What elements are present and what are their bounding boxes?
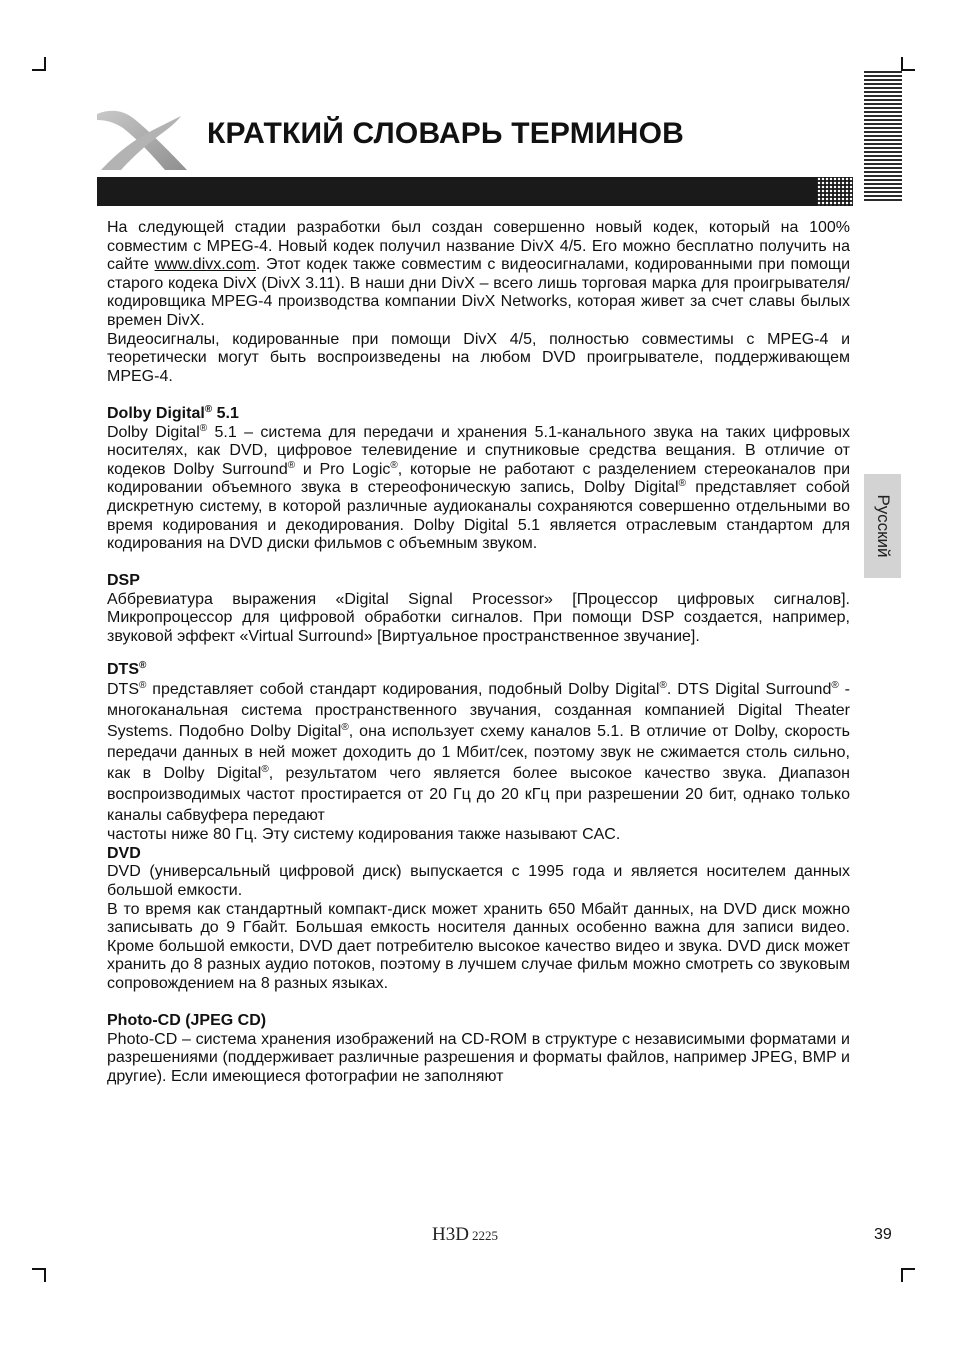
page-number: 39	[874, 1226, 892, 1243]
term-heading-dvd: DVD	[107, 844, 141, 862]
page-title: КРАТКИЙ СЛОВАРЬ ТЕРМИНОВ	[207, 117, 684, 150]
header-band-dot-pattern	[817, 177, 853, 206]
term-description-dts: частоты ниже 80 Гц. Эту систему кодирования также называют CAC.	[107, 826, 621, 844]
brand-x-logo	[95, 108, 195, 174]
footer-model-logo: H3D 2225	[432, 1224, 498, 1245]
divx-link[interactable]: www.divx.com	[154, 256, 256, 274]
crop-mark-top-right	[901, 69, 915, 71]
term-description-dvd: В то время как стандартный компакт-диск может хранить 650 Мбайт данных, на DVD диск можно записывать до 9 Гбайт. Большая емкость носителя данных особенно важна для записи видео. Кроме большой емкости, DVD дает потребителю высокое качество видео и звука. DVD диск может хранить до 8 разных аудио потоков, поэтому в лучшем случае фильм можно смотреть со звуковым сопровождением на 8 разных языках.	[107, 900, 850, 992]
term-description-photocd: Photo-CD – система хранения изображений на CD-ROM в структуре с независимыми форматами и разрешениями (поддерживает различные разрешения и форматы файлов, например JPEG, BMP и другие). Если имеющиеся фотографии не заполняют	[107, 1030, 850, 1085]
language-tab	[864, 474, 901, 578]
crop-mark-top-left	[44, 57, 46, 71]
term-description-dolby: Dolby Digital® 5.1 – система для передачи и хранения 5.1-канального звука на таких цифровых носителях, как DVD, цифровое телевидение и спутниковые средства вещания. В отличие от кодеков Dolby Surround® и Pro Logic®, которые не работают с разделением стереоканалов при кодировании объемного звука в стереофоническую запись, Dolby Digital® представляет собой дискретную систему, в которой различные аудиоканалы сохраняются совершенно отдельными во время кодирования и декодирования. Dolby Digital 5.1 является отраслевым стандартом для кодирования на DVD диски фильмов с объемным звуком.	[107, 422, 851, 553]
term-heading-dolby: Dolby Digital® 5.1	[107, 403, 239, 422]
crop-mark-bottom-left	[44, 1268, 46, 1282]
divx-paragraph: На следующей стадии разработки был создан совершенно новый кодек, который на 100% совместим с MPEG-4. Новый кодек получил название DivX 4/5. Его можно бесплатно получить на сайте www.divx.com. Этот кодек также совместим с видеосигналами, кодированными при помощи старого кодека DivX (DivX 3.11). В наши дни DivX – всего лишь торговая марка для проигрывателя/кодировщика MPEG-4 производства компании DivX Networks, которая живет за счет славы былых времен DivX.	[107, 219, 851, 329]
term-heading-photocd: Photo-CD (JPEG CD)	[107, 1012, 267, 1030]
crop-mark-bottom-right	[901, 1268, 903, 1282]
glossary-content	[107, 219, 850, 1087]
term-heading-dts: DTS®	[107, 659, 147, 678]
term-description-dvd: DVD (универсальный цифровой диск) выпускается с 1995 года и является носителем данных большой емкости.	[107, 863, 850, 900]
term-description-dts: DTS® представляет собой стандарт кодирования, подобный Dolby Digital®. DTS Digital Surround® - многоканальная система пространственного звучания, созданная компанией Digital Theater Systems. Подобно Dolby Digital®, она использует схему каналов 5.1. В отличие от Dolby, скорость передачи данных в ней может доходить до 1 Мбит/сек, поэтому звук не сжимается столь сильно, как в Dolby Digital®, результатом чего является более высокое качество звука. Диапазон воспроизводимых частот простирается от 20 Гц до 20 кГц при разрешении 20 бит, однако только каналы сабвуфера передают	[107, 680, 851, 825]
crop-mark-bottom-right	[901, 1268, 915, 1270]
term-description-dsp: Аббревиатура выражения «Digital Signal Processor» [Процессор цифровых сигналов]. Микропроцессор для цифровой обработки сигналов. При помощи DSP создается, например, звуковой эффект «Virtual Surround» [Виртуальное пространственное звучание].	[107, 590, 850, 646]
term-heading-dsp: DSP	[107, 572, 140, 590]
header-band	[97, 177, 853, 206]
divx-paragraph: Видеосигналы, кодированные при помощи DivX 4/5, полностью совместимы с MPEG-4 и теоретически могут быть воспроизведены на любом DVD проигрывателе, поддерживающем MPEG-4.	[107, 330, 850, 385]
language-tab-label: Русский	[873, 494, 893, 558]
corner-stripe-block	[864, 71, 902, 203]
